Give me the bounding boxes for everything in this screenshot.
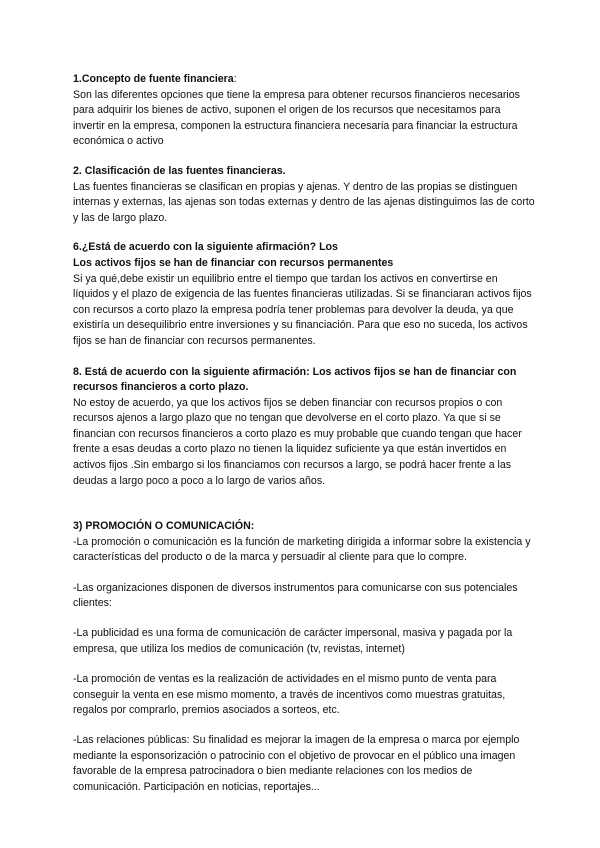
promocion-item-5: -Las relaciones públicas: Su finalidad es mejorar la imagen de la empresa o marca por ejemplo mediante la esponsorización o patrocinio con el objetivo de provocar en el público una imagen favorable de la empresa patrocinadora o bien mediante relaciones con los medios de comunicación. Participación en noticias, reportajes...: [73, 734, 520, 793]
section-2-title: 2. Clasificación de las fuentes financieras.: [73, 164, 286, 177]
section-6-body: Si ya qué,debe existir un equilibrio entre el tiempo que tardan los activos en convertirse en líquidos y el plazo de exigencia de las fuentes financieras utilizadas. Si se financiaran activos fijos con recursos a corto plazo la empresa podría tener problemas para devolver la deuda, ya que existiría un desequilibrio entre inversiones y su financiación. Para que eso no suceda, los activos fijos se han de financiar con recursos permanentes.: [73, 272, 532, 347]
section-1-body: Son las diferentes opciones que tiene la empresa para obtener recursos financieros necesarios para adquirir los bienes de activo, suponen el origen de los recursos que necesitamos para invertir en la empresa, componen la estructura financiera necesaria para financiar la estructura económica o activo: [73, 88, 520, 148]
section-8-title: 8. Está de acuerdo con la siguiente afirmación: Los activos fijos se han de financiar con recursos financieros a corto plazo.: [73, 365, 517, 394]
section-1-title-colon: :: [233, 73, 237, 85]
section-2-body: Las fuentes financieras se clasifican en propias y ajenas. Y dentro de las propias se distinguen internas y externas, las ajenas son todas externas y dentro de las ajenas distinguimos las de corto y las de largo plazo.: [73, 180, 535, 224]
section-1-heading: [73, 72, 535, 88]
document-content: [73, 72, 535, 796]
promocion-item-4: -La promoción de ventas es la realización de actividades en el mismo punto de venta para conseguir la venta en ese mismo momento, a través de incentivos como muestras gratuitas, regalos por comprarlo, premios asociados a sorteos, etc.: [73, 672, 506, 717]
promocion-item-1: -La promoción o comunicación es la función de marketing dirigida a informar sobre la existencia y características del producto o de la marca y persuadir al cliente para que lo compre.: [73, 535, 531, 564]
promocion-item-3: -La publicidad es una forma de comunicación de carácter impersonal, masiva y pagada por la empresa, que utiliza los medios de comunicación (tv, revistas, internet): [73, 627, 513, 655]
section-6-title-line2: Los activos fijos se han de financiar con recursos permanentes: [73, 256, 394, 269]
promocion-title: 3) PROMOCIÓN O COMUNICACIÓN:: [73, 520, 255, 533]
section-6-title-line1: 6.¿Está de acuerdo con la siguiente afirmación? Los: [73, 241, 338, 254]
promocion-item-2: -Las organizaciones disponen de diversos instrumentos para comunicarse con sus potenciales clientes:: [73, 581, 518, 610]
section-1-title: 1.Concepto de fuente financiera: [73, 73, 234, 85]
section-8-body: No estoy de acuerdo, ya que los activos fijos se deben financiar con recursos propios o con recursos ajenos a largo plazo que no tengan que devolverse en el corto plazo. Ya que si se financian con recursos financieros a corto plazo es muy probable que cuando tengan que hacer frente a esas deudas a corto plazo no tienen la liquidez suficiente ya que están invertidos en activos fijos .Sin embargo si los financiamos con recursos a largo, se podrá hacer frente a las deudas a largo poco a poco a lo largo de varios años.: [73, 396, 522, 487]
